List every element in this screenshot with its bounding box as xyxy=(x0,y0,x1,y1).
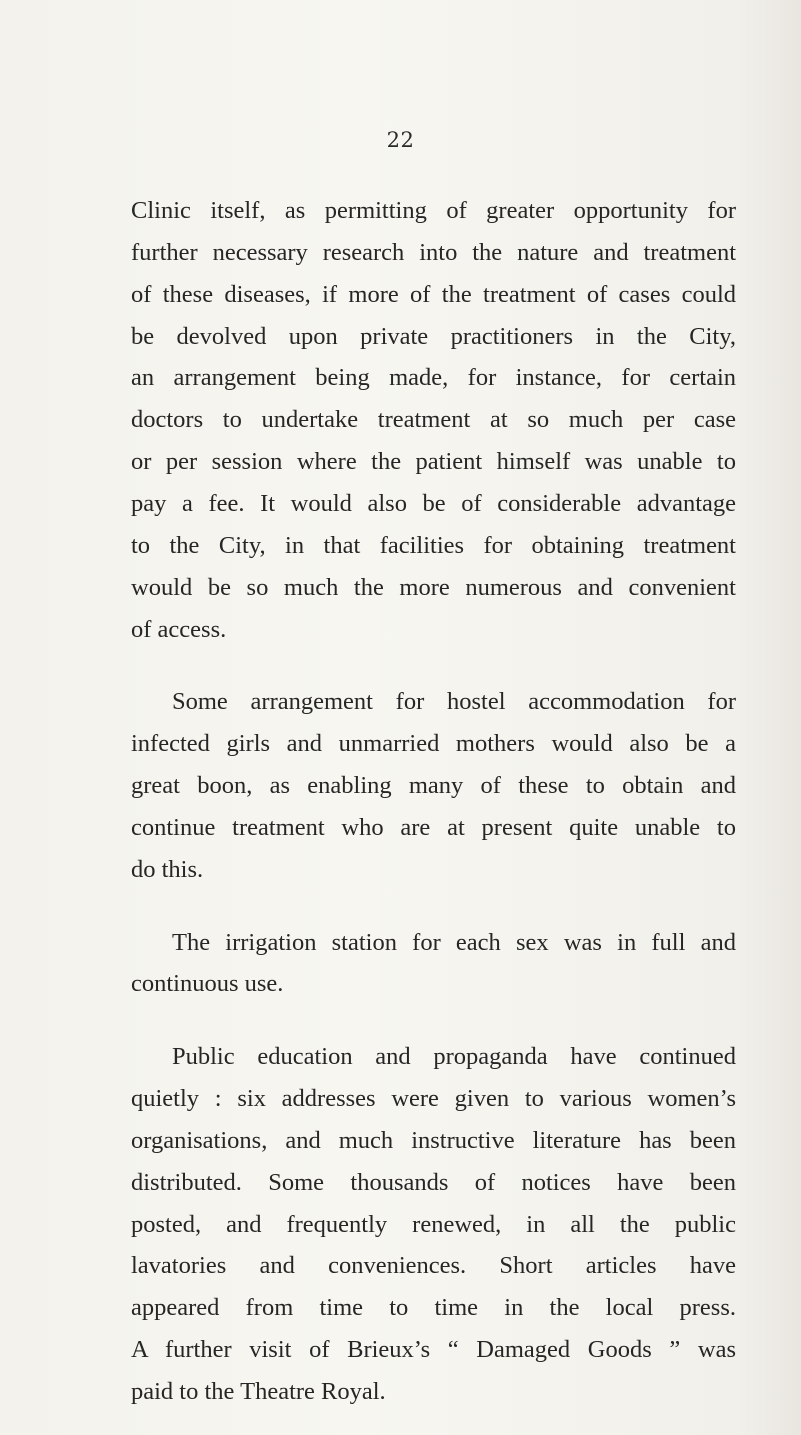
paragraph-4-line-7: appeared from time to time in the local press. xyxy=(131,1294,736,1322)
paragraph-1-line-6: doctors to undertake treatment at so much per case xyxy=(131,406,736,434)
paragraph-4-line-4: distributed. Some thousands of notices have been xyxy=(131,1168,736,1196)
paragraph-1-line-3: of these diseases, if more of the treatment of cases could xyxy=(131,280,736,308)
paragraph-1-line-1: Clinic itself, as permitting of greater opportunity for xyxy=(131,197,736,224)
paragraph-1-line-2: further necessary research into the nature and treatment xyxy=(131,238,736,266)
paragraph-4-line-1: Public education and propaganda have continued xyxy=(172,1043,736,1071)
paragraph-1-line-11: of access. xyxy=(131,615,227,643)
paragraph-4-line-3: organisations, and much instructive literature has been xyxy=(131,1126,736,1154)
paragraph-1-line-10: would be so much the more numerous and convenient xyxy=(131,573,736,601)
paragraph-2-line-1: Some arrangement for hostel accommodation for xyxy=(172,688,736,716)
paragraph-3-line-2: continuous use. xyxy=(131,970,284,998)
paragraph-1-line-4: be devolved upon private practitioners in the City, xyxy=(131,322,736,350)
paragraph-4-line-6: lavatories and conveniences. Short articles have xyxy=(131,1252,736,1280)
paragraph-1-line-5: an arrangement being made, for instance, for certain xyxy=(131,364,736,392)
paragraph-3-line-1: The irrigation station for each sex was in full and xyxy=(172,928,736,956)
paragraph-1-line-9: to the City, in that facilities for obtaining treatment xyxy=(131,531,736,559)
paragraph-2-line-5: do this. xyxy=(131,855,204,883)
page-number: 22 xyxy=(386,128,415,152)
paragraph-4-line-9: paid to the Theatre Royal. xyxy=(131,1378,386,1405)
paragraph-4-line-8: A further visit of Brieux’s “ Damaged Goods ” was xyxy=(131,1336,736,1364)
paragraph-2-line-3: great boon, as enabling many of these to obtain and xyxy=(131,772,736,799)
paragraph-4-line-2: quietly : six addresses were given to various women’s xyxy=(131,1085,736,1112)
paragraph-2-line-2: infected girls and unmarried mothers would also be a xyxy=(131,730,736,758)
paragraph-2-line-4: continue treatment who are at present quite unable to xyxy=(131,813,736,841)
paragraph-1-line-7: or per session where the patient himself was unable to xyxy=(131,448,736,476)
paragraph-1-line-8: pay a fee. It would also be of considerable advantage xyxy=(131,490,736,517)
paragraph-4-line-5: posted, and frequently renewed, in all the public xyxy=(131,1210,736,1238)
